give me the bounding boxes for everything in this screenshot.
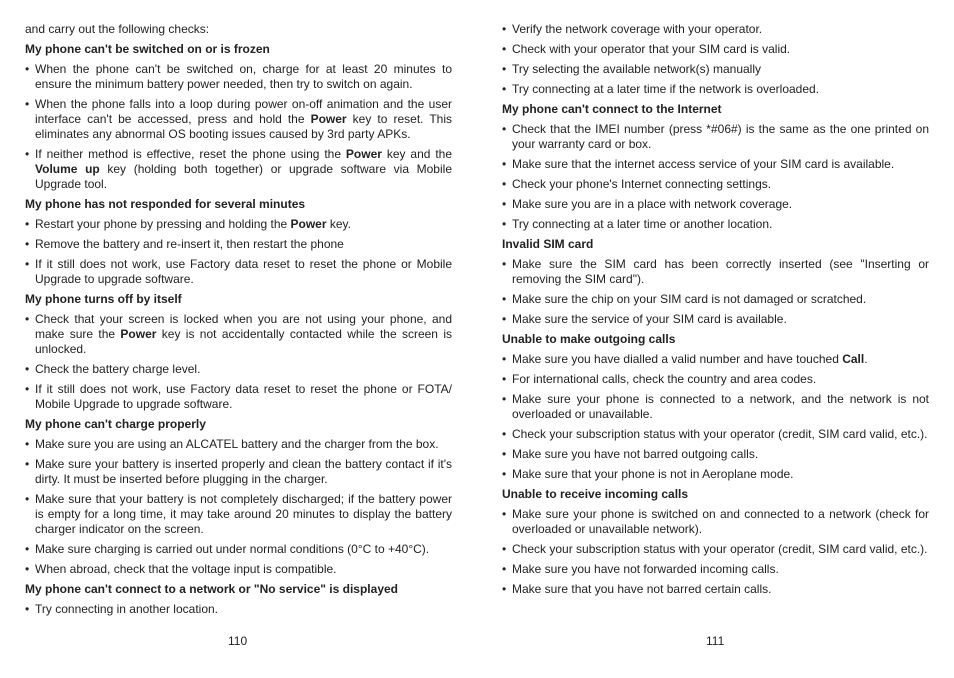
- item-text: Check the battery charge level.: [35, 362, 201, 376]
- list-item: [502, 257, 929, 287]
- bullet-list: [25, 602, 452, 617]
- list-item: [502, 562, 929, 577]
- list-item: [502, 157, 929, 172]
- item-text: Make sure you are using an ALCATEL battery and the charger from the box.: [35, 437, 439, 451]
- item-text: Try connecting in another location.: [35, 602, 218, 616]
- intro-text: and carry out the following checks:: [25, 22, 210, 36]
- item-text: Check your subscription status with your operator (credit, SIM card valid, etc.).: [512, 542, 928, 556]
- list-item: [502, 122, 929, 152]
- item-text: .: [864, 352, 868, 366]
- list-item: [25, 542, 452, 557]
- item-text: When the phone falls into a loop during power on-off animation and the user interface can't be accessed, press and hold the: [35, 97, 452, 126]
- list-item: [502, 62, 929, 77]
- item-text: Verify the network coverage with your operator.: [512, 22, 763, 36]
- item-text: Remove the battery and re-insert it, then restart the phone: [35, 237, 344, 251]
- list-item: [502, 22, 929, 37]
- list-item: [25, 147, 452, 192]
- list-item: [502, 372, 929, 387]
- bullet-list: [502, 22, 929, 97]
- bullet-list: [25, 217, 452, 287]
- left-sections: [25, 42, 452, 617]
- list-item: [502, 392, 929, 422]
- list-item: [502, 352, 929, 367]
- item-text: Check with your operator that your SIM card is valid.: [512, 42, 791, 56]
- list-item: [502, 427, 929, 442]
- item-text: key is not accidentally contacted while the screen is unlocked.: [35, 327, 452, 356]
- item-text: Try connecting at a later time if the network is overloaded.: [512, 82, 820, 96]
- list-item: [25, 562, 452, 577]
- item-text: Make sure the SIM card has been correctly inserted (see "Inserting or removing the SIM card").: [512, 257, 929, 286]
- list-item: [502, 197, 929, 212]
- item-text: key (holding both together) or upgrade software via Mobile Upgrade tool.: [35, 162, 452, 191]
- item-text: Make sure the chip on your SIM card is not damaged or scratched.: [512, 292, 867, 306]
- item-text: Try selecting the available network(s) manually: [512, 62, 761, 76]
- section-heading: My phone can't connect to the Internet: [502, 102, 722, 116]
- item-text: Make sure you have not barred outgoing calls.: [512, 447, 759, 461]
- page-number: 111: [706, 634, 725, 648]
- bullet-list: [502, 122, 929, 232]
- list-item: [25, 257, 452, 287]
- item-text: key and the: [381, 147, 453, 161]
- bullet-list: [25, 62, 452, 192]
- item-text: When the phone can't be switched on, charge for at least 20 minutes to ensure the minimum battery power needed, then try to switch on again.: [35, 62, 452, 91]
- list-item: [502, 42, 929, 57]
- item-text: Restart your phone by pressing and holding the: [35, 217, 291, 231]
- item-text: If it still does not work, use Factory data reset to reset the phone or FOTA/ Mobile Upgrade to upgrade software.: [35, 382, 452, 411]
- item-text: Make sure that the internet access service of your SIM card is available.: [512, 157, 895, 171]
- page-number: 110: [228, 634, 248, 648]
- list-item: [502, 542, 929, 557]
- section-heading: Unable to make outgoing calls: [502, 332, 676, 346]
- section-heading: My phone can't charge properly: [25, 417, 206, 431]
- bullet-list: [502, 257, 929, 327]
- item-text: Make sure that your battery is not completely discharged; if the battery power is empty for a long time, it may take around 20 minutes to display the battery charger indicator on the screen.: [35, 492, 452, 536]
- item-text: Check your phone's Internet connecting settings.: [512, 177, 772, 191]
- list-item: [502, 82, 929, 97]
- item-text: Check your subscription status with your operator (credit, SIM card valid, etc.).: [512, 427, 928, 441]
- list-item: [502, 177, 929, 192]
- list-item: [25, 437, 452, 452]
- item-text: Make sure you are in a place with network coverage.: [512, 197, 793, 211]
- item-text: key to reset. This eliminates any abnormal OS booting issues caused by 3rd party APKs.: [35, 112, 452, 141]
- bullet-list: [502, 352, 929, 482]
- section-heading: My phone turns off by itself: [25, 292, 182, 306]
- item-text: Make sure charging is carried out under normal conditions (0°C to +40°C).: [35, 542, 430, 556]
- item-text: If neither method is effective, reset the phone using the: [35, 147, 346, 161]
- item-text: Check that your screen is locked when you are not using your phone, and make sure the: [35, 312, 452, 341]
- item-text: Make sure that your phone is not in Aeroplane mode.: [512, 467, 794, 481]
- section-heading: Invalid SIM card: [502, 237, 594, 251]
- section-heading: Unable to receive incoming calls: [502, 487, 689, 501]
- bold-key-label: Power: [345, 147, 382, 161]
- item-text: key.: [326, 217, 351, 231]
- item-text: Make sure you have dialled a valid number and have touched: [512, 352, 843, 366]
- list-item: [502, 507, 929, 537]
- bold-key-label: Power: [310, 112, 347, 126]
- bullet-list: [25, 312, 452, 412]
- right-sections: [502, 22, 929, 597]
- bold-key-label: Power: [120, 327, 157, 341]
- item-text: Make sure your phone is switched on and connected to a network (check for overloaded or unavailable network).: [512, 507, 929, 536]
- item-text: When abroad, check that the voltage input is compatible.: [35, 562, 337, 576]
- section-heading: My phone has not responded for several minutes: [25, 197, 306, 211]
- item-text: Make sure you have not forwarded incoming calls.: [512, 562, 779, 576]
- list-item: [502, 312, 929, 327]
- list-item: [502, 447, 929, 462]
- section-heading: My phone can't connect to a network or "No service" is displayed: [25, 582, 398, 596]
- list-item: [502, 217, 929, 232]
- list-item: [502, 582, 929, 597]
- item-text: If it still does not work, use Factory data reset to reset the phone or Mobile Upgrade to upgrade software.: [35, 257, 452, 286]
- item-text: Try connecting at a later time or another location.: [512, 217, 773, 231]
- list-item: [25, 362, 452, 377]
- bold-key-label: Power: [290, 217, 327, 231]
- right-page-column: [502, 22, 929, 602]
- bullet-list: [25, 437, 452, 577]
- list-item: [25, 382, 452, 412]
- item-text: For international calls, check the country and area codes.: [512, 372, 817, 386]
- list-item: [25, 492, 452, 537]
- list-item: [25, 312, 452, 357]
- item-text: Make sure your phone is connected to a network, and the network is not overloaded or unavailable.: [512, 392, 929, 421]
- list-item: [502, 292, 929, 307]
- item-text: Make sure that you have not barred certain calls.: [512, 582, 772, 596]
- list-item: [25, 457, 452, 487]
- list-item: [25, 97, 452, 142]
- list-item: [25, 62, 452, 92]
- list-item: [502, 467, 929, 482]
- list-item: [25, 217, 452, 232]
- bold-key-label: Volume up: [35, 162, 100, 176]
- list-item: [25, 602, 452, 617]
- bullet-list: [502, 507, 929, 597]
- section-heading: My phone can't be switched on or is frozen: [25, 42, 270, 56]
- list-item: [25, 237, 452, 252]
- left-page-column: [25, 22, 452, 622]
- item-text: Make sure the service of your SIM card is available.: [512, 312, 787, 326]
- item-text: Make sure your battery is inserted properly and clean the battery contact if it's dirty. It must be inserted before plugging in the charger.: [35, 457, 452, 486]
- bold-key-label: Call: [842, 352, 865, 366]
- item-text: Check that the IMEI number (press *#06#) is the same as the one printed on your warranty card or box.: [512, 122, 929, 151]
